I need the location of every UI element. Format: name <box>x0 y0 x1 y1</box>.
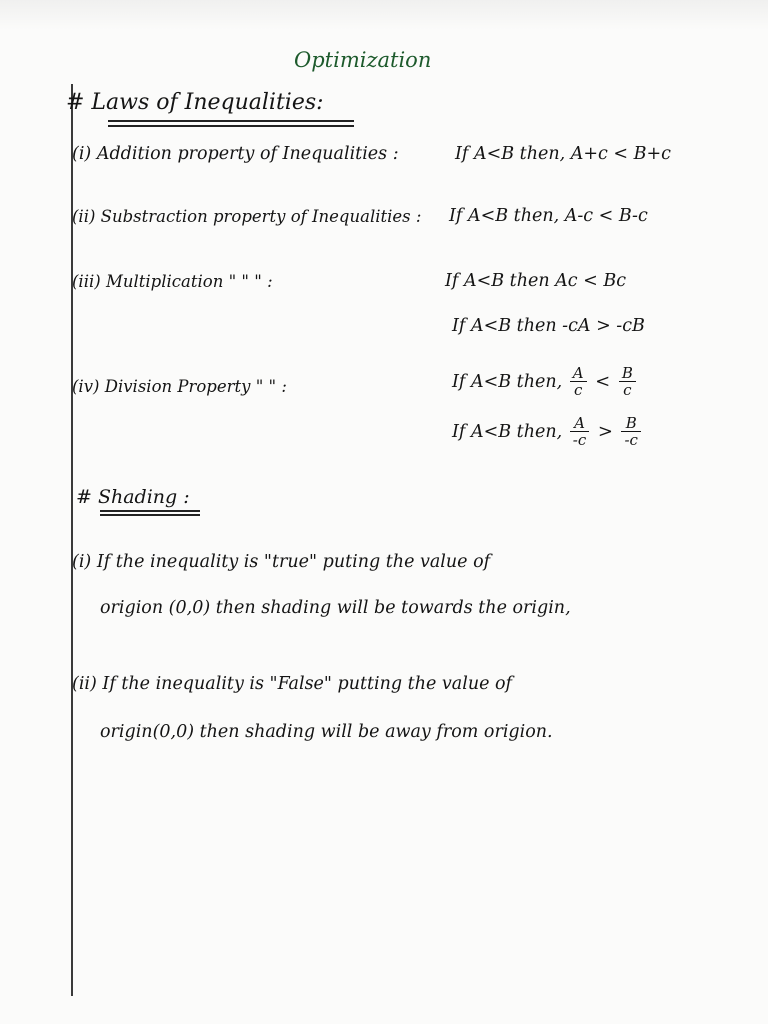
division-rule-2-prefix: If A<B then, <box>452 421 563 442</box>
subtraction-label: (ii) Substraction property of Inequalities : <box>72 207 422 226</box>
division-rule-2 <box>452 415 643 448</box>
multiplication-rule-1: If A<B then Ac < Bc <box>445 271 627 291</box>
addition-rule: If A<B then, A+c < B+c <box>455 144 671 164</box>
shading-heading-underline-2 <box>100 514 200 516</box>
fraction-denominator: c <box>573 381 583 399</box>
fraction-numerator: A <box>570 415 589 432</box>
fraction-denominator: c <box>623 381 632 399</box>
division-rule-2-right-fraction <box>621 415 640 448</box>
laws-heading-underline <box>108 120 354 122</box>
page-top-shadow <box>0 0 768 30</box>
division-rule-2-left-fraction <box>570 415 589 448</box>
division-rule-2-operator: > <box>597 421 613 442</box>
shading-rule-1-line-2: origion (0,0) then shading will be towards the origin, <box>100 598 571 618</box>
division-rule-1 <box>452 365 638 398</box>
shading-rule-2-line-1: (ii) If the inequality is "False" putting the value of <box>72 674 513 694</box>
shading-rule-2-line-2: origin(0,0) then shading will be away from origion. <box>100 722 553 742</box>
fraction-numerator: B <box>619 365 636 382</box>
fraction-denominator: -c <box>572 431 587 449</box>
division-rule-1-left-fraction <box>570 365 587 398</box>
addition-label: (i) Addition property of Inequalities : <box>72 144 399 164</box>
multiplication-label: (iii) Multiplication " " " : <box>72 272 273 291</box>
division-rule-1-prefix: If A<B then, <box>452 371 563 392</box>
division-rule-1-right-fraction <box>619 365 636 398</box>
fraction-denominator: -c <box>624 431 638 449</box>
shading-heading-underline <box>100 510 200 512</box>
shading-heading: # Shading : <box>76 486 190 508</box>
division-label: (iv) Division Property " " : <box>72 377 287 396</box>
laws-heading: # Laws of Inequalities: <box>66 90 324 115</box>
laws-heading-underline-2 <box>108 125 354 127</box>
page-title: Optimization <box>294 48 432 72</box>
shading-rule-1-line-1: (i) If the inequality is "true" puting the value of <box>72 552 491 572</box>
multiplication-rule-2: If A<B then -cA > -cB <box>452 316 645 336</box>
division-rule-1-operator: < <box>595 371 611 392</box>
fraction-numerator: B <box>621 415 640 432</box>
fraction-numerator: A <box>570 365 587 382</box>
subtraction-rule: If A<B then, A-c < B-c <box>449 206 648 226</box>
